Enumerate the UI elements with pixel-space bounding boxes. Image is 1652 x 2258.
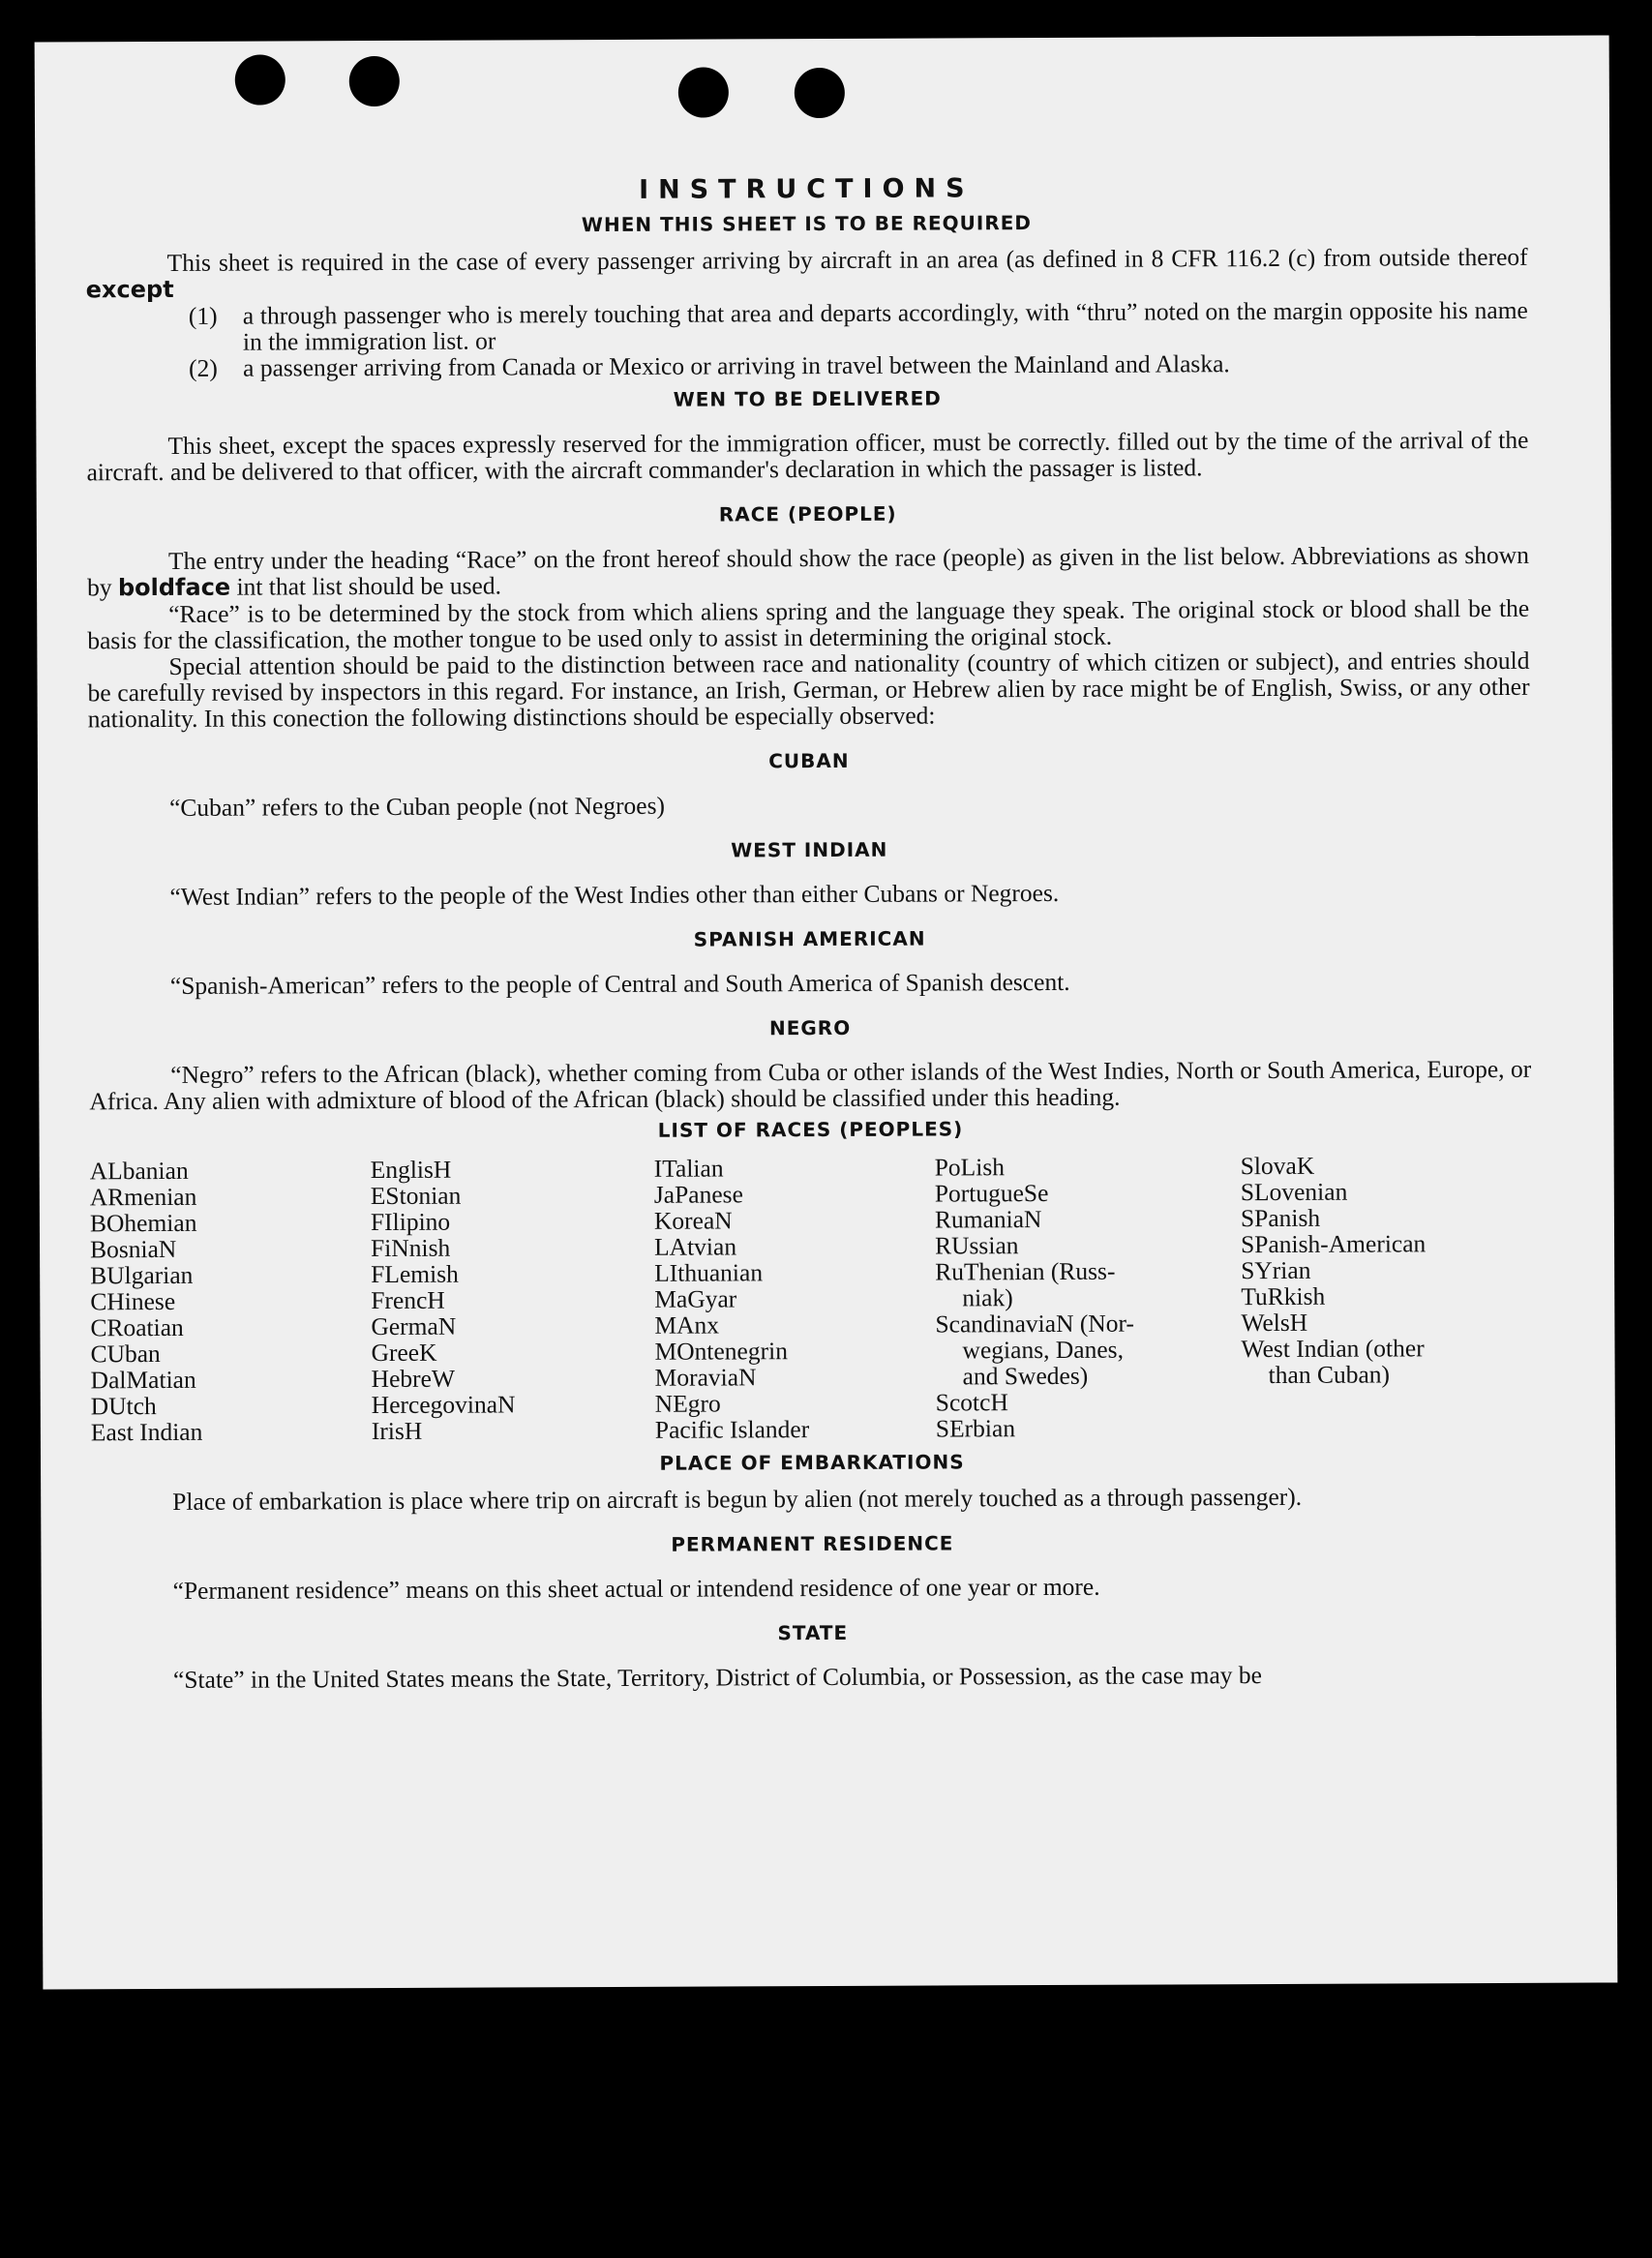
races-column xyxy=(1241,1152,1532,1440)
heading-cuban: CUBAN xyxy=(768,748,850,773)
race-entry: RumaniaN xyxy=(934,1205,1042,1234)
race-entry: ScotcH xyxy=(935,1388,1008,1417)
race-entry: MOntenegrin xyxy=(654,1337,788,1366)
heading-list-of-races: LIST OF RACES (PEOPLES) xyxy=(657,1117,964,1142)
race-entry: PortugueSe xyxy=(934,1178,1049,1208)
bold-except: except xyxy=(85,275,174,304)
race-entry: CUban xyxy=(90,1340,161,1369)
heading-spanish-american: SPANISH AMERICAN xyxy=(693,926,926,951)
race-entry: PoLish xyxy=(934,1153,1006,1182)
race-entry: and Swedes) xyxy=(962,1361,1089,1391)
list-item: (2) a passenger arriving from Canada or Mexico or arriving in travel between the Mainland and Alaska. xyxy=(189,349,1230,382)
race-entry: BosniaN xyxy=(89,1234,177,1264)
race-entry: SlovaK xyxy=(1240,1151,1315,1181)
race-entry: wegians, Danes, xyxy=(962,1335,1125,1365)
heading-negro: NEGRO xyxy=(768,1015,852,1040)
race-entry: JaPanese xyxy=(653,1180,743,1209)
punch-hole xyxy=(349,56,400,106)
race-entry: ARmenian xyxy=(89,1182,197,1212)
race-entry: ITalian xyxy=(653,1154,724,1183)
races-column xyxy=(371,1156,655,1444)
race-entry: LAtvian xyxy=(653,1232,737,1261)
race-entry: CRoatian xyxy=(90,1312,184,1342)
race-entry: East Indian xyxy=(90,1417,203,1447)
race-entry: EnglisH xyxy=(370,1155,452,1185)
race-entry: HebreW xyxy=(371,1364,456,1394)
race-entry: CHinese xyxy=(90,1286,176,1316)
races-column xyxy=(90,1157,372,1445)
paragraph-west-indian: “West Indian” refers to the people of the West Indies other than either Cubans or Negroes. xyxy=(169,878,1060,911)
race-entry: EStonian xyxy=(370,1181,462,1211)
race-entry: MAnx xyxy=(654,1310,720,1340)
race-entry: ScandinaviaN (Nor- xyxy=(935,1309,1135,1339)
heading-race: RACE (PEOPLE) xyxy=(718,501,897,527)
race-entry: KoreaN xyxy=(653,1206,733,1235)
punch-hole xyxy=(795,68,845,118)
paragraph-place-of-embarkation: Place of embarkation is place where trip on aircraft is begun by alien (not merely touched as a through passenger). xyxy=(172,1482,1303,1516)
race-entry: SYrian xyxy=(1241,1255,1311,1285)
paragraph-race-2: “Race” is to be determined by the stock from which aliens spring and the language they speak. The original stock or blood shall be the basis for the classification, the mother tongue to be used only to assist in determining the original stock. xyxy=(87,593,1530,655)
race-entry: RUssian xyxy=(934,1231,1019,1260)
punch-hole xyxy=(235,54,285,105)
races-column xyxy=(935,1153,1242,1441)
paragraph-spanish-american: “Spanish-American” refers to the people of Central and South America of Spanish descent. xyxy=(169,967,1070,1000)
paragraph-permanent-residence: “Permanent residence” means on this sheet actual or intendend residence of one year or more. xyxy=(172,1572,1100,1605)
race-entry: TuRkish xyxy=(1241,1281,1326,1311)
heading-when-delivered: WEN TO BE DELIVERED xyxy=(673,386,942,411)
race-entry: MaGyar xyxy=(654,1284,737,1313)
race-entry: niak) xyxy=(962,1283,1013,1312)
heading-place-of-embarkation: PLACE OF EMBARKATIONS xyxy=(659,1450,965,1475)
race-entry: West Indian (other xyxy=(1241,1334,1425,1364)
race-entry: BOhemian xyxy=(89,1208,197,1238)
race-entry: Pacific Islander xyxy=(654,1415,810,1444)
heading-state: STATE xyxy=(777,1620,849,1645)
heading-permanent-residence: PERMANENT RESIDENCE xyxy=(671,1531,954,1556)
paragraph-negro: “Negro” refers to the African (black), whether coming from Cuba or other islands of the West Indies, North or South America, Europe, or Africa. Any alien with admixture of blood of the African (black) should be classified under this heading. xyxy=(89,1054,1532,1116)
document-page xyxy=(35,35,1618,1989)
heading-west-indian: WEST INDIAN xyxy=(731,837,888,862)
race-entry: LIthuanian xyxy=(654,1258,764,1287)
race-entry: FIlipino xyxy=(370,1207,451,1237)
races-column xyxy=(654,1155,936,1443)
race-entry: RuThenian (Russ- xyxy=(935,1256,1116,1286)
paragraph-state: “State” in the United States means the State, Territory, District of Columbia, or Possession, as the case may be xyxy=(172,1661,1262,1694)
race-entry: GermaN xyxy=(371,1311,457,1341)
race-entry: IrisH xyxy=(371,1416,423,1446)
document-title: INSTRUCTIONS xyxy=(638,173,975,205)
race-entry: GreeK xyxy=(371,1338,437,1368)
punch-hole xyxy=(678,67,729,117)
race-entry: NEgro xyxy=(654,1389,721,1418)
bold-boldface: boldface xyxy=(117,573,231,602)
race-entry: MoraviaN xyxy=(654,1363,757,1392)
race-entry: BUlgarian xyxy=(90,1260,194,1290)
paragraph-race-3: Special attention should be paid to the distinction between race and nationality (country of which citizen or subject), and entries should be carefully revised by inspectors in this regard. For instance, an Irish, German, or Hebrew alien by race might be of English, Swiss, or any other nationality. In this conection the following distinctions should be especially observed: xyxy=(87,646,1530,734)
paragraph-when-delivered: This sheet, except the spaces expressly reserved for the immigration officer, must be correctly. filled out by the time of the arrival of the aircraft. and be delivered to that officer, with the aircraft commander's declaration in which the passager is listed. xyxy=(86,425,1529,487)
paragraph-race-1: The entry under the heading “Race” on the front hereof should show the race (people) as given in the list below. Abbreviations as shown by boldface int that list should be used. xyxy=(87,540,1530,602)
race-entry: than Cuban) xyxy=(1268,1360,1391,1390)
race-entry: HercegovinaN xyxy=(371,1390,516,1420)
heading-when-required: WHEN THIS SHEET IS TO BE REQUIRED xyxy=(581,211,1033,237)
race-entry: SPanish-American xyxy=(1240,1229,1427,1259)
race-entry: WelsH xyxy=(1241,1308,1308,1338)
document-body xyxy=(85,173,1534,1693)
paragraph-cuban: “Cuban” refers to the Cuban people (not Negroes) xyxy=(169,791,666,822)
race-entry: FrencH xyxy=(371,1285,445,1315)
paragraph-when-required: This sheet is required in the case of every passenger arriving by aircraft in an area (as defined in 8 CFR 116.2 (c) from outside thereof except xyxy=(85,242,1528,304)
races-list xyxy=(90,1152,1533,1445)
race-entry: ALbanian xyxy=(89,1156,189,1186)
race-entry: SLovenian xyxy=(1240,1177,1348,1207)
list-item: (1) a through passenger who is merely touching that area and departs accordingly, with “thru” noted on the margin opposite his name in the immigration list. or xyxy=(188,295,1528,356)
race-entry: FLemish xyxy=(371,1259,459,1289)
race-entry: SErbian xyxy=(935,1414,1016,1443)
race-entry: SPanish xyxy=(1240,1203,1321,1233)
race-entry: DalMatian xyxy=(90,1365,196,1395)
race-entry: DUtch xyxy=(90,1392,157,1421)
race-entry: FiNnish xyxy=(370,1233,451,1263)
